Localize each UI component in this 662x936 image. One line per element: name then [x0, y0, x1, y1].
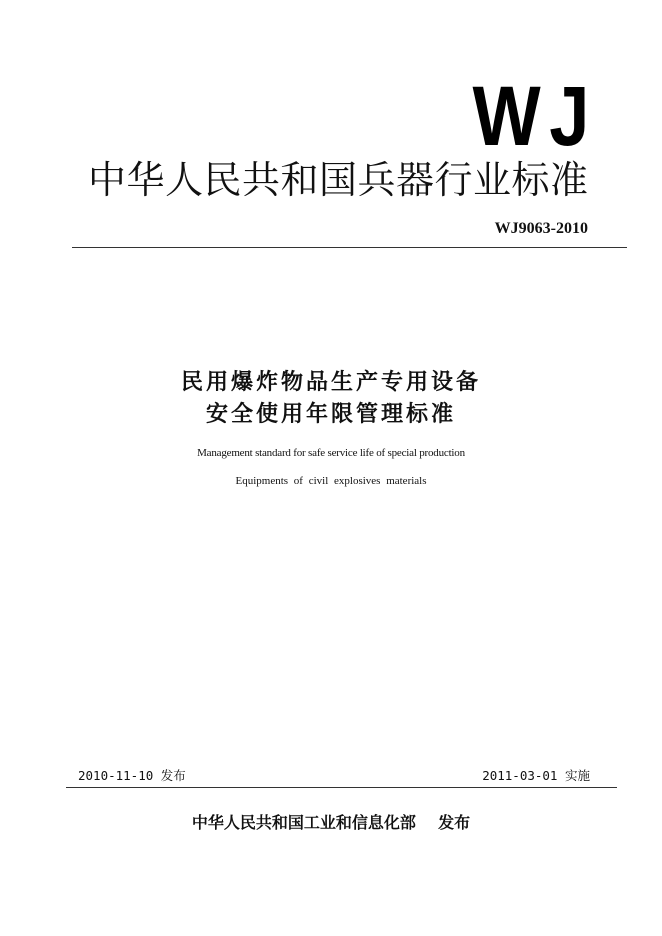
industry-standard-title: 中华人民共和国兵器行业标准 [88, 158, 589, 202]
issue-date: 2010-11-10 发布 [78, 768, 186, 783]
bottom-divider [66, 787, 617, 788]
issuing-authority: 中华人民共和国工业和信息化部 发布 [191, 813, 471, 832]
en-title-line-2: Equipments of civil explosives materials [235, 475, 427, 487]
cn-title-line-1: 民用爆炸物品生产专用设备 [180, 370, 481, 395]
implementation-date: 2011-03-01 实施 [482, 768, 590, 783]
cn-title-line-2: 安全使用年限管理标准 [205, 402, 456, 427]
top-divider [72, 247, 627, 248]
standard-number: WJ9063-2010 [494, 220, 588, 237]
en-title-line-1: Management standard for safe service life of special production [197, 447, 465, 459]
wj-logo: WJ [472, 69, 598, 163]
